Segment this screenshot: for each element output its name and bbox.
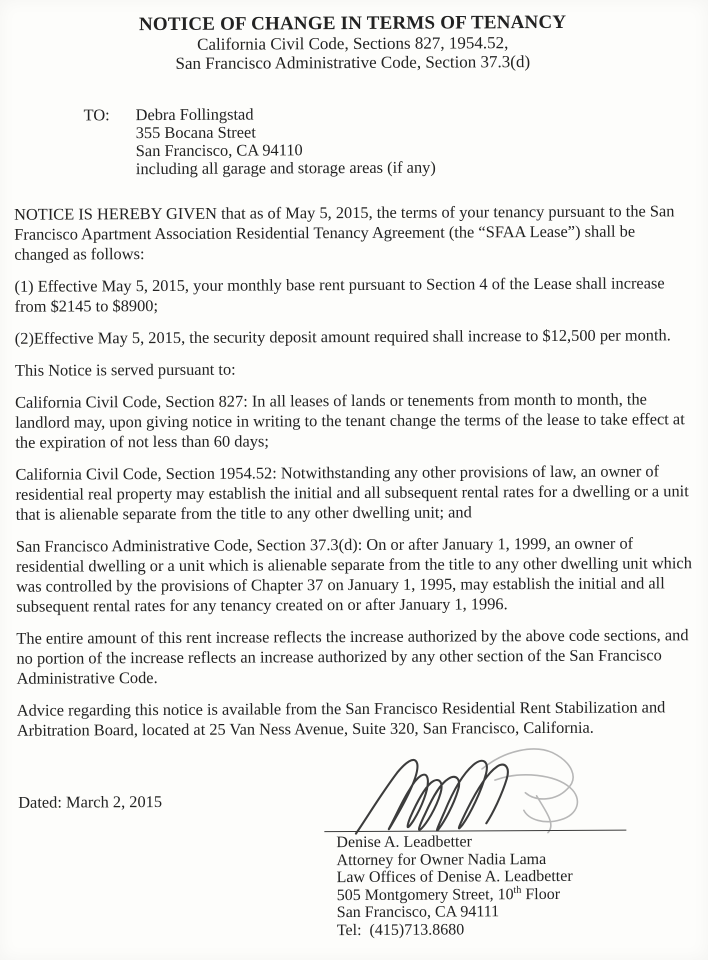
signature-column xyxy=(324,749,640,940)
signatory-city: San Francisco, CA 94111 xyxy=(336,903,500,922)
recipient-block xyxy=(84,103,693,178)
paragraph-deposit-increase: (2)Effective May 5, 2015, the security deposit amount required shall increase to $12,500 per month. xyxy=(14,325,671,348)
address-ordinal: th xyxy=(513,884,522,896)
document-body xyxy=(14,201,696,741)
recipient-lines xyxy=(136,105,436,179)
document-header xyxy=(13,11,692,74)
document-subtitle-line-2: San Francisco Administrative Code, Section 37.3(d) xyxy=(175,52,531,73)
signatory-phone: Tel: (415)713.8680 xyxy=(336,921,465,940)
signatory-role: Attorney for Owner Nadia Lama xyxy=(336,850,547,869)
document-title: NOTICE OF CHANGE IN TERMS OF TENANCY xyxy=(138,11,567,36)
recipient-name: Debra Follingstad xyxy=(135,104,254,125)
recipient-city: San Francisco, CA 94110 xyxy=(135,140,303,161)
paragraph-entire-amount: The entire amount of this rent increase reflects the increase authorized by the above code sections, and no portion of the increase reflects an increase authorized by any other section of the San Francisco Administrative Code. xyxy=(16,625,689,688)
recipient-street: 355 Bocana Street xyxy=(135,122,256,143)
paragraph-civil-code-827: California Civil Code, Section 827: In all leases of lands or tenements from month to month, the landlord may, upon giving notice in writing to the tenant change the terms of the lease to take effect at the expiration of not less than 60 days; xyxy=(15,389,685,452)
signatory-address xyxy=(337,885,637,904)
dated-line: Dated: March 2, 2015 xyxy=(18,792,163,812)
recipient-note: including all garage and storage areas (if any) xyxy=(135,157,436,179)
document-subtitle-line-1: California Civil Code, Sections 827, 1954.52, xyxy=(197,33,509,54)
signature-block xyxy=(336,833,637,940)
signature-scribble-image xyxy=(332,743,632,837)
paragraph-advice: Advice regarding this notice is available from the San Francisco Residential Rent Stabilization and Arbitration Board, located at 25 Van Ness Avenue, Suite 320, San Francisco, California. xyxy=(16,697,666,740)
to-label: TO: xyxy=(83,105,110,125)
paragraph-admin-code-37: San Francisco Administrative Code, Section 37.3(d): On or after January 1, 1999, an owner of residential dwelling or a unit which is alienable separate from the title to any other dwelling unit which was controlled by the provisions of Chapter 37 on January 1, 1995, may establish the initial and all subsequent rental rates for any tenancy created on or after January 1, 1996. xyxy=(15,533,692,616)
paragraph-notice-given: NOTICE IS HEREBY GIVEN that as of May 5, 2015, the terms of your tenancy pursuant to the San Francisco Apartment Association Residential Tenancy Agreement (the “SFAA Lease”) shall be changed as follows: xyxy=(14,201,675,264)
paragraph-civil-code-1954: California Civil Code, Section 1954.52: Notwithstanding any other provisions of law, an owner of residential real property may establish the initial and all subsequent rental rates for a dwelling or a unit that is alienable separate from the title to any other dwelling unit; and xyxy=(15,461,689,524)
signatory-name: Denise A. Leadbetter xyxy=(336,833,472,852)
address-street: 505 Montgomery Street, 10 xyxy=(336,885,514,904)
paragraph-served-pursuant: This Notice is served pursuant to: xyxy=(14,359,236,380)
address-floor: Floor xyxy=(521,885,561,903)
signatory-firm: Law Offices of Denise A. Leadbetter xyxy=(336,868,573,887)
signature-line xyxy=(324,830,626,833)
paragraph-rent-increase: (1) Effective May 5, 2015, your monthly base rent pursuant to Section 4 of the Lease shall increase from $2145 to $8900; xyxy=(14,273,665,316)
